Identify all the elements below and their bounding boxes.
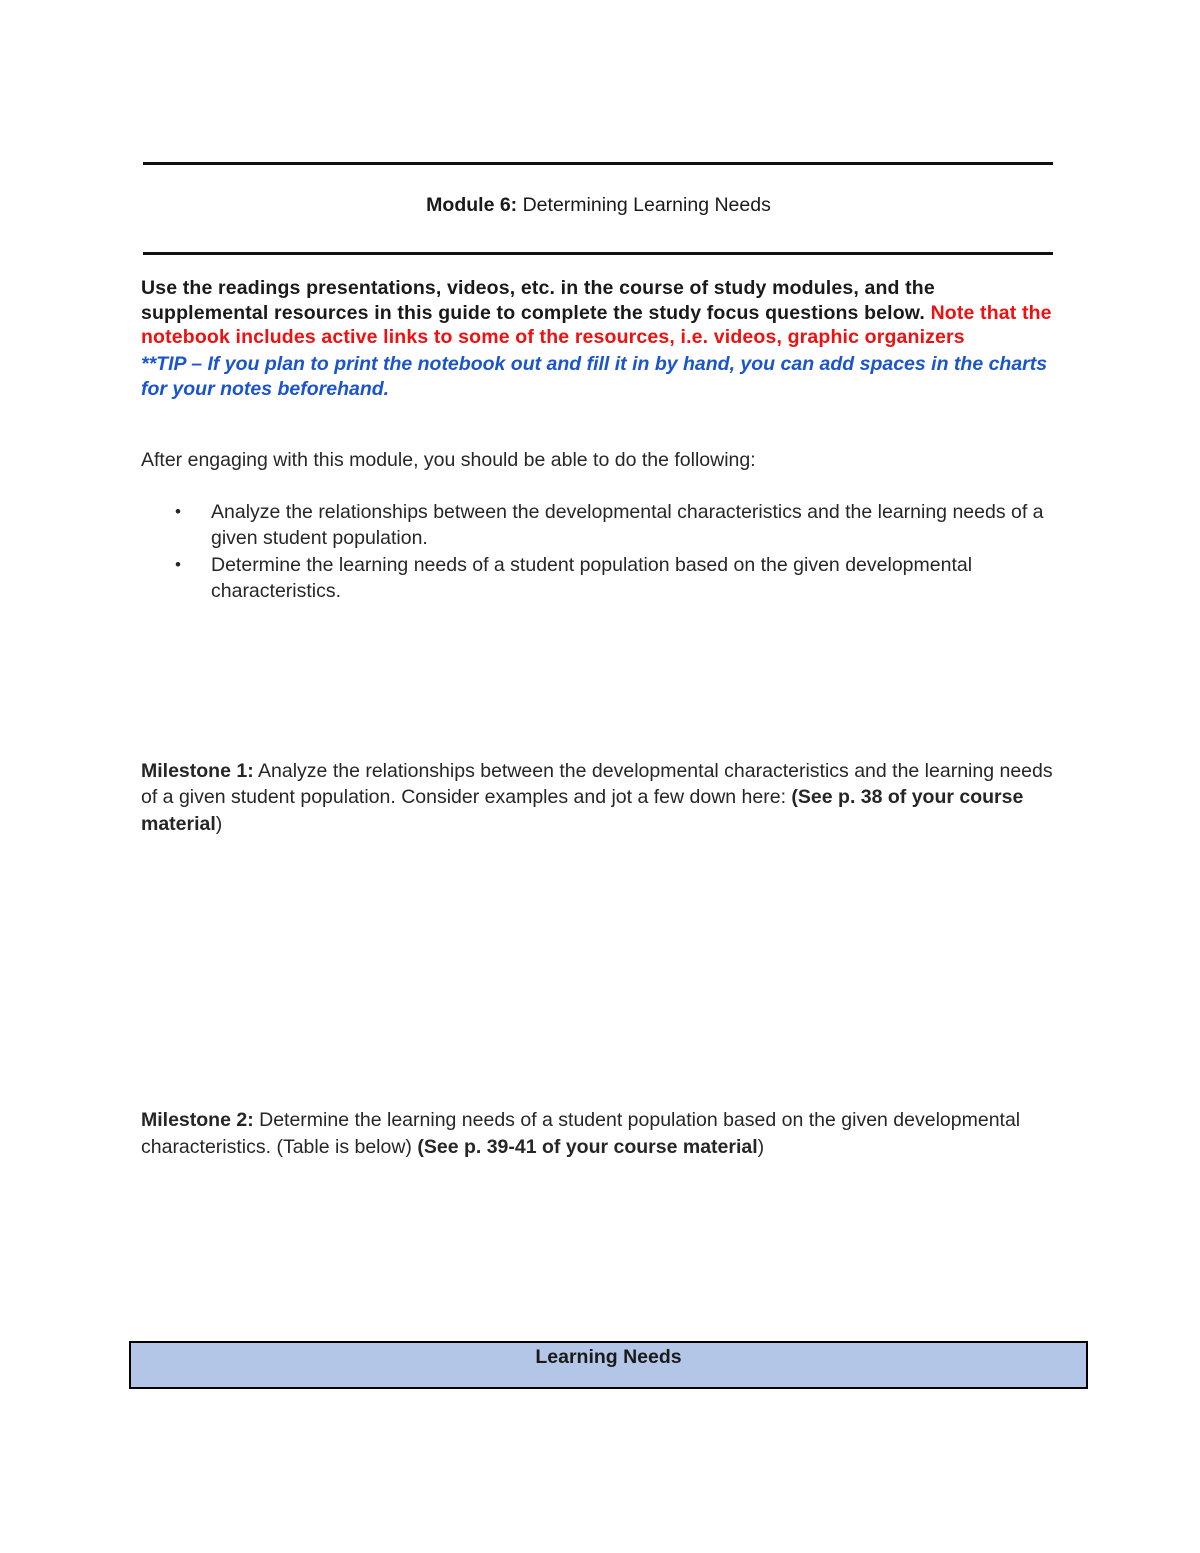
list-item [141,552,1056,605]
objective-text: Analyze the relationships between the developmental characteristics and the learning needs of a given student population. [211,500,1044,549]
bullet-icon: • [175,501,181,521]
table-header-label: Learning Needs [535,1346,682,1368]
objective-text: Determine the learning needs of a student population based on the given developmental characteristics. [211,553,973,602]
objectives-list [141,499,1056,605]
instructions-paragraph [141,276,1056,350]
milestone-1 [141,758,1056,838]
intro-text: After engaging with this module, you should be able to do the following: [141,448,756,471]
milestone-2-label: Milestone 2: [141,1109,254,1131]
milestone-1-text: Analyze the relationships between the developmental characteristics and the learning needs of a given student population. Consider examples and jot a few down here: [141,759,1053,808]
milestone-2-text: Determine the learning needs of a student population based on the given developmental characteristics. (Table is below) [141,1109,1021,1158]
instructions-main: Use the readings presentations, videos, etc. in the course of study modules, and the supplemental resources in this guide to complete the study focus questions below. [141,277,935,324]
learning-needs-table-header [129,1341,1088,1389]
instructions-note: Note that the notebook includes active links to some of the resources, i.e. videos, graphic organizers [141,301,1052,348]
bullet-icon: • [175,554,181,574]
instructions-tip: **TIP – If you plan to print the notebook out and fill it in by hand, you can add spaces in the charts for your notes beforehand. [141,352,1048,400]
milestone-1-reference: (See p. 38 of your course material [141,786,1024,835]
module-heading [141,193,1056,217]
module-label: Module 6: [426,194,518,216]
milestone-1-label: Milestone 1: [141,759,254,782]
list-item [141,499,1056,552]
top-divider [143,162,1053,165]
milestone-1-reference-close: ) [215,812,223,835]
milestone-2-reference-close: ) [757,1135,765,1158]
milestone-2 [141,1107,1056,1160]
module-title: Determining Learning Needs [522,194,771,216]
bottom-divider [143,252,1053,255]
document-page [141,140,1056,1160]
milestone-2-reference: (See p. 39-41 of your course material [417,1135,758,1158]
